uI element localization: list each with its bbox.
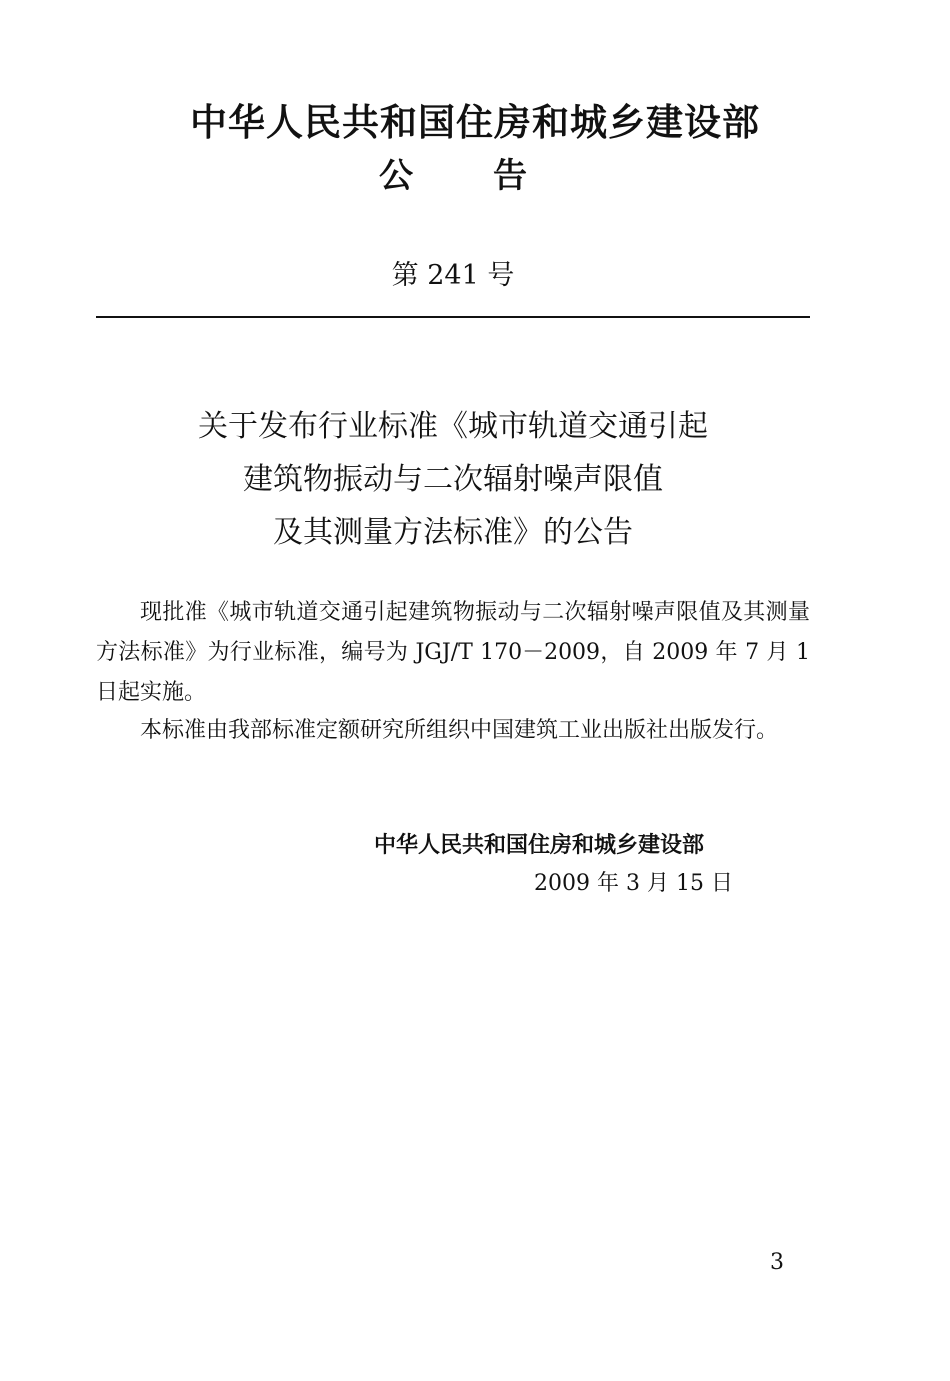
ministry-title: 中华人民共和国住房和城乡建设部 [190, 101, 760, 144]
page-number: 3 [770, 1250, 784, 1275]
announcement-char-1: 公 [379, 156, 413, 196]
body-paragraph-2: 本标准由我部标准定额研究所组织中国建筑工业出版社出版发行。 [140, 718, 779, 743]
document-number: 第 241 号 [391, 260, 515, 291]
subject-line-1: 关于发布行业标准《城市轨道交通引起 [198, 409, 708, 444]
header-divider [96, 316, 810, 318]
body-paragraph-1: 现批准《城市轨道交通引起建筑物振动与二次辐射噪声限值及其测量方法标准》为行业标准，编号为 JGJ/T 170－2009，自 2009 年 7 月 1 日起实施。 [96, 600, 810, 705]
signature-organization: 中华人民共和国住房和城乡建设部 [374, 833, 705, 858]
announcement-title [0, 152, 906, 200]
subject-heading [96, 400, 810, 559]
subject-line-3: 及其测量方法标准》的公告 [273, 515, 633, 550]
announcement-char-2: 告 [493, 156, 527, 196]
signature-date: 2009 年 3 月 15 日 [534, 871, 733, 896]
subject-line-2: 建筑物振动与二次辐射噪声限值 [243, 462, 663, 497]
